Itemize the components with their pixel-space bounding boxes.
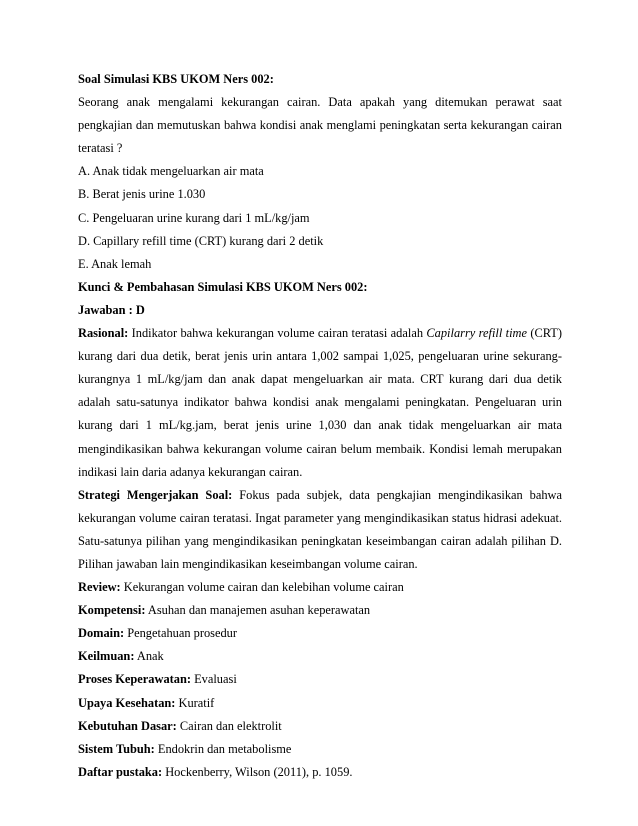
meta-domain [78,622,562,645]
meta-value: Pengetahuan prosedur [124,626,237,641]
meta-value: Endokrin dan metabolisme [154,741,292,756]
meta-label: Upaya Kesehatan: [78,695,176,710]
answer: Jawaban : D [78,302,145,317]
strategy-text: Fokus pada subjek, data pengkajian mengindikasikan bahwa kekurangan volume cairan teratasi. Ingat parameter yang mengindikasikan status hidrasi adekuat. Satu-satunya pilihan yang mengindikasikan peningkatan keseimbangan cairan adalah pilihan D. Pilihan jawaban lain mengindikasikan keseimbangan volume cairan. [78,487,562,571]
answer-key-title: Kunci & Pembahasan Simulasi KBS UKOM Ners 002: [78,279,368,294]
meta-label: Domain: [78,626,125,641]
meta-label: Kompetensi: [78,603,146,618]
meta-value: Kuratif [175,695,215,710]
meta-keilmuan [78,645,562,668]
meta-value: Evaluasi [191,672,237,687]
meta-upaya-kesehatan [78,692,562,715]
rationale-term: Capilarry refill time [426,326,528,341]
meta-value: Hockenberry, Wilson (2011), p. 1059. [162,764,353,779]
option-d: D. Capillary refill time (CRT) kurang dari 2 detik [78,233,324,248]
option-a: A. Anak tidak mengeluarkan air mata [78,164,264,179]
rationale-text-after: (CRT) kurang dari dua detik, berat jenis urin antara 1,002 sampai 1,025, pengeluaran urine sekurang-kurangnya 1 mL/kg/jam dan anak dapat mengeluarkan air mata. CRT kurang dari dua detik adalah satu-satunya indikator bahwa kondisi anak mengalami peningkatan. Pengeluaran urin kurang dari 1 mL/kg.jam, berat jenis urine 1,030 dan anak tidak mengeluarkan air mata mengindikasikan bahwa kekurangan volume cairan belum membaik. Kondisi lemah merupakan indikasi lain daria adanya kekurangan cairan. [78,326,563,479]
question-text: Seorang anak mengalami kekurangan cairan. Data apakah yang ditemukan perawat saat pengkajian dan memutuskan bahwa kondisi anak menglami peningkatan serta kekurangan cairan teratasi ? [78,95,562,156]
strategy-paragraph [78,484,562,576]
option-c: C. Pengeluaran urine kurang dari 1 mL/kg/jam [78,210,310,225]
meta-review [78,576,562,599]
meta-daftar-pustaka [78,761,562,784]
strategy-label: Strategi Mengerjakan Soal: [78,487,233,502]
meta-label: Review: [78,580,121,595]
document-page [78,68,562,784]
meta-kebutuhan-dasar [78,715,562,738]
meta-value: Asuhan dan manajemen asuhan keperawatan [145,603,371,618]
question-title: Soal Simulasi KBS UKOM Ners 002: [78,72,274,86]
rationale-paragraph [78,322,562,484]
meta-label: Proses Keperawatan: [78,672,191,687]
meta-value: Cairan dan elektrolit [176,718,282,733]
meta-value: Anak [134,649,164,664]
meta-label: Daftar pustaka: [78,764,163,779]
meta-sistem-tubuh [78,738,562,761]
rationale-text-before: Indikator bahwa kekurangan volume cairan teratasi adalah [128,326,427,341]
option-b: B. Berat jenis urine 1.030 [78,187,206,202]
meta-label: Sistem Tubuh: [78,741,155,756]
meta-label: Keilmuan: [78,649,135,664]
rationale-label: Rasional: [78,326,129,341]
meta-label: Kebutuhan Dasar: [78,718,177,733]
meta-value: Kekurangan volume cairan dan kelebihan volume cairan [120,580,404,595]
meta-proses-keperawatan [78,668,562,691]
option-e: E. Anak lemah [78,256,152,271]
meta-kompetensi [78,599,562,622]
